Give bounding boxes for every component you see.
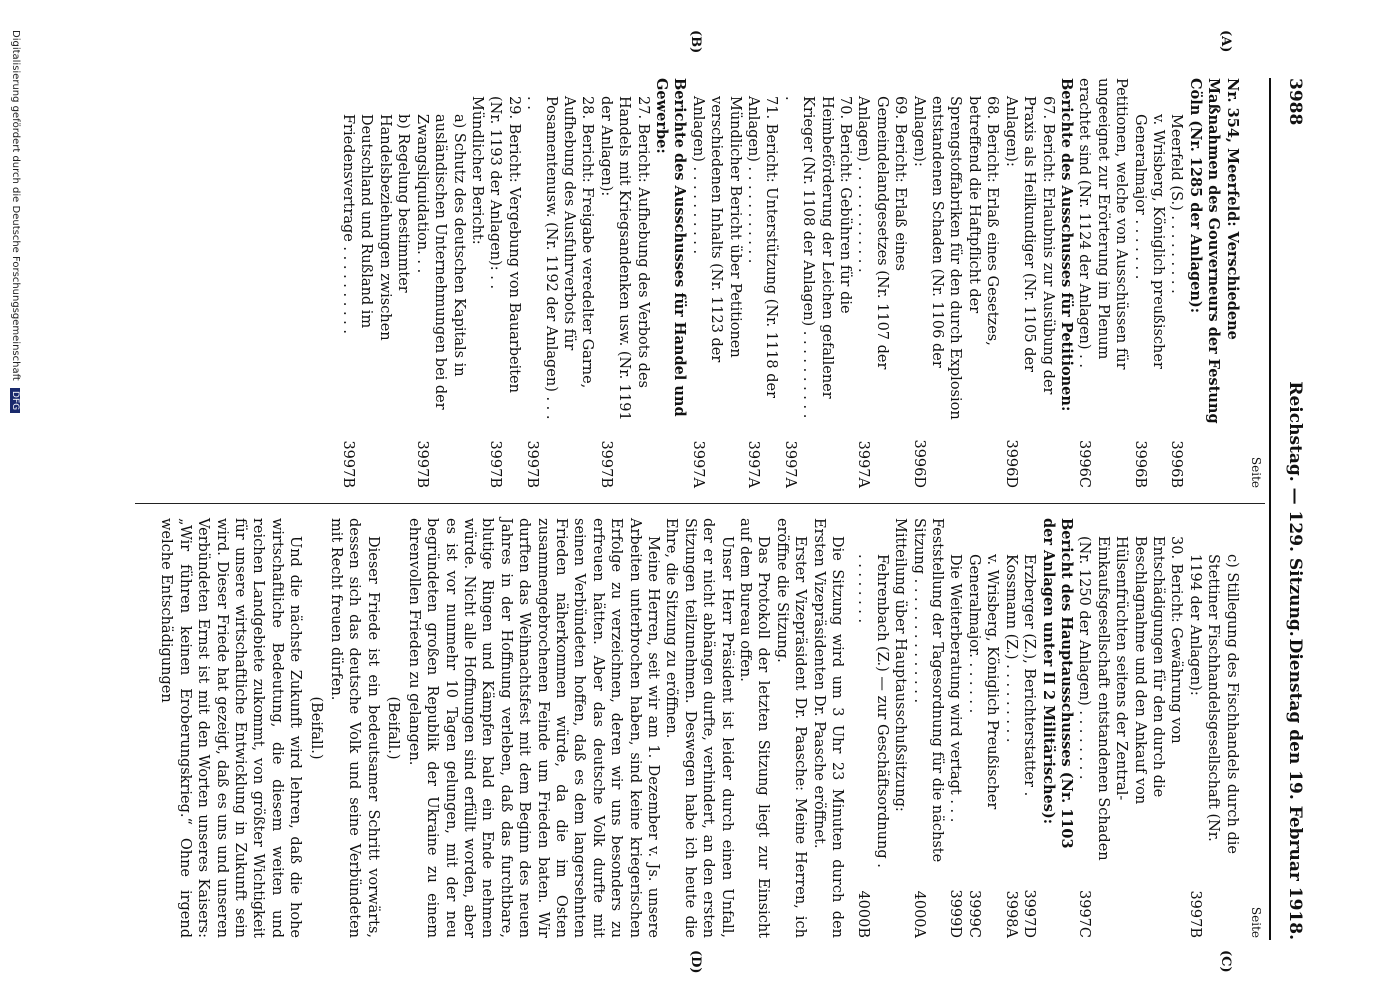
toc-right-column — [157, 518, 1265, 938]
toc-entry-page-ref: 3997B — [597, 440, 614, 488]
toc-entry — [339, 78, 413, 488]
toc-entry — [688, 78, 743, 488]
toc-entry-page-ref: 3996C — [1076, 440, 1093, 488]
toc-entry-text: Mündlicher Bericht: — [468, 96, 485, 245]
toc-entry-page-ref: 3997A — [855, 440, 872, 488]
toc-entry-page-ref: 3997A — [781, 440, 798, 488]
toc-entry-page-ref: 3997C — [1076, 890, 1093, 938]
toc-entry — [652, 78, 689, 488]
toc-entry — [1185, 78, 1240, 488]
toc-entry-text: Berichte des Ausschusses für Petitionen: — [1057, 78, 1075, 412]
toc-entry — [854, 518, 891, 938]
speech-paragraph-after-2: Und die nächste Zukunft wird lehren, daß die hohe wirtschaftliche Bedeutung, die diesem weiten und reichen Landgebiete zukommt, von größter Wichtigkeit für unsere wirtschaftliche Entwicklung in Zukunft sein wird. Dieser Friede hat gezeigt, daß es uns und unseren Verbündeten Ernst ist mit den Worten unseres Kaisers: „Wir führen keinen Eroberungskrieg.“ Ohne irgend welche Entschädigungen — [158, 518, 304, 938]
toc-entry-page-ref: 3997B — [1186, 890, 1203, 938]
toc-entry-page-ref: 4000A — [910, 890, 927, 938]
toc-entry — [1185, 518, 1240, 938]
speech-paragraph: Meine Herren, seit wir am 1. Dezember v. Js. unsere Arbeiten unterbrochen haben, sind keine kriegerischen Erfolge zu verzeichnen, deren wir uns besonders zu erfreuen hätten. Aber das deutsche Volk durfte mit seinen Verbündeten hoffen, daß es dem langersehnten Frieden näherkommen würde, da die im Osten zusammengebrochenen Feinde um Frieden baten. Wir durften das Weihnachtsfest mit dem Beginn des neuen Jahres in der Hoffnung verleben, daß das furchtbare, blutige Ringen und Kämpfen bald ein Ende nehmen würde. Nicht alle Hoffnungen sind erfüllt worden, aber es ist vor nunmehr 10 Tagen gelungen, mit der neu begründeten großen Republik der Ukraine zu einem ehrenvollen Frieden zu gelangen. — [405, 518, 661, 938]
margin-mark-c: (C) — [1218, 950, 1233, 973]
toc-entry-page-ref: 3997A — [689, 440, 706, 488]
toc-entry — [1020, 518, 1038, 938]
toc-entry-text: 67. Bericht: Erlaubnis zur Ausübung der Praxis als Heilkundiger (Nr. 1105 der Anlagen): — [1002, 96, 1056, 395]
toc-entry-text: 29. Bericht: Vergebung von Bauarbeiten (Nr. 1193 der Anlagen): . . — [487, 96, 522, 393]
toc-entry — [965, 518, 1002, 938]
toc-entry — [1167, 78, 1185, 488]
toc-entry-page-ref: 3997B — [524, 440, 541, 488]
footer-credit — [10, 30, 21, 413]
toc-entry-page-ref: 3996B — [1168, 440, 1185, 488]
toc-entry-text: Die Weiterberatung wird vertagt . . . — [947, 554, 964, 823]
header-rule — [1269, 78, 1271, 940]
toc-entry-text: Petitionen, welche von Ausschüssen für ungeeignet zur Erörterung im Plenum erachtet sind (Nr. 1124 der Anlagen) . . — [1076, 78, 1130, 370]
toc-entry — [1075, 518, 1185, 938]
toc-entry-page-ref: 3997B — [487, 440, 504, 488]
toc-entry — [891, 518, 909, 938]
speech-paragraph: Das Protokoll der letzten Sitzung liegt zur Einsicht auf dem Bureau offen. — [737, 518, 772, 938]
toc-entry — [486, 78, 523, 488]
toc-entry — [909, 78, 1001, 488]
toc-entry-page-ref: 3998A — [1002, 890, 1019, 938]
toc-entry — [1001, 78, 1056, 488]
page-header — [1271, 78, 1305, 940]
toc-entry — [1038, 518, 1075, 938]
toc-entry-text: 70. Bericht: Gebühren für die Heimbeförderung der Leichen gefallener Krieger (Nr. 1108 der Anlagen) . . . . . . . . . . . — [781, 96, 854, 419]
toc-entry-page-ref: 4000B — [855, 890, 872, 938]
toc-entry-text: 71. Bericht: Unterstützung (Nr. 1118 der Anlagen) . . . . . . . . . . . — [745, 96, 780, 399]
toc-entry-text: 68. Bericht: Erlaß eines Gesetzes, betreffend die Haftpflicht der Sprengstoffabriken für den durch Explosion entstandenen Schaden (Nr. 1106 der Anlagen): — [910, 96, 1001, 420]
margin-mark-b: (B) — [688, 30, 703, 54]
toc-entry-page-ref: 3996D — [910, 439, 927, 488]
toc-entry-page-ref: 3997A — [745, 440, 762, 488]
toc-entry-page-ref: 3996B — [1131, 440, 1148, 488]
toc-entry-text: 30. Bericht: Gewährung von Entschädigungen für den durch die Beschlagnahme und den Ankauf von Hülsenfrüchten seitens der Zentral-Einkaufsgesellschaft entstandenen Schaden (Nr. 1250 der Anlagen) . . . . . . . . — [1076, 536, 1185, 861]
toc-entry-text: Fehrenbach (Z.) — zur Geschäftsordnung . . . . . . . . . — [855, 554, 890, 868]
speech-paragraph-after-1: Dieser Friede ist ein bedeutsamer Schritt vorwärts, dessen sich das deutsche Volk und seine Verbündeten mit Recht freuen dürfen. — [328, 518, 381, 938]
margin-mark-a: (A) — [1218, 30, 1233, 53]
toc-entry-text: Bericht des Hauptausschusses (Nr. 1103 der Anlagen unter II 2 Militärisches): — [1039, 518, 1075, 849]
toc-entry — [744, 78, 781, 488]
toc-entry-text: a) Schutz des deutschen Kapitals in ausländischen Unternehmungen bei der Zwangsliquidation. . . — [413, 114, 467, 410]
toc-entry-text: Mündlicher Bericht über Petitionen verschiedenen Inhalts (Nr. 1123 der Anlagen) . . . . . . . . . . — [689, 96, 743, 363]
margin-mark-d: (D) — [688, 950, 703, 974]
toc-entry — [909, 518, 946, 938]
toc-entry-page-ref: 3999D — [947, 889, 964, 938]
seite-label: Seite — [1249, 906, 1263, 938]
toc-left-column — [339, 78, 1265, 488]
toc-entry — [468, 78, 486, 488]
toc-entry-text: v. Wrisberg, Königlich preußischer Generalmajor . . . . . . . — [1131, 114, 1166, 369]
page-number: 3988 — [1285, 78, 1305, 126]
toc-entry — [412, 78, 467, 488]
toc-entry — [1130, 78, 1167, 488]
session-opening: Die Sitzung wird um 3 Uhr 23 Minuten durch den Ersten Vizepräsidenten Dr. Paasche eröffnet. — [810, 518, 846, 938]
toc-right-entries — [854, 518, 1241, 938]
toc-entry-text: c) Stillegung des Fischhandels durch die Stettiner Fischhandelsgesellschaft (Nr. 1194 der Anlagen): — [1186, 554, 1240, 854]
speech-paragraphs — [404, 518, 809, 938]
seite-label: Seite — [1249, 456, 1263, 488]
applause-2: (Beifall.) — [307, 696, 324, 760]
toc-entry-page-ref: 3999C — [965, 890, 982, 938]
toc-entry — [1057, 78, 1075, 488]
page-title: Reichstag. — 129. Sitzung. — [1285, 381, 1305, 637]
session-date: Dienstag den 19. Februar 1918. — [1285, 638, 1305, 940]
toc-entry-page-ref: 3997B — [413, 440, 430, 488]
toc-entry-text: v. Wrisberg, Königlich Preußischer Generalmajor. . . . . . . — [965, 554, 1001, 810]
toc-entry-text: Nr. 354, Meerfeld: Verschiedene Maßnahmen des Gouverneurs der Festung Cöln (Nr. 1285 der Anlagen): — [1186, 78, 1241, 424]
toc-entry-text: Mitteilung über Hauptausschußsitzung: — [892, 518, 909, 812]
toc-entry-page-ref: 3997D — [1021, 889, 1038, 938]
footer-text: Digitalisierung gefördert durch die Deutsche Forschungsgemeinschaft — [10, 30, 21, 381]
toc-entry-text: 69. Bericht: Erlaß eines Gemeindelandgesetzes (Nr. 1107 der Anlagen) . . . . . . . . . . . . — [855, 96, 909, 370]
toc-entry-page-ref: 3997B — [340, 440, 357, 488]
speech-paragraph: Unser Herr Präsident ist leider durch einen Unfall, der er nicht abhängen durfte, verhindert, an den ersten Sitzungen teilzunehmen. Deswegen habe ich heute die Ehre, die Sitzung zu eröffnen. — [663, 518, 735, 938]
toc-entry-text: 27. Bericht: Aufhebung des Verbots des Handels mit Kriegsandenken usw. (Nr. 1191 der Anlagen): — [597, 96, 651, 421]
toc-entry — [854, 78, 909, 488]
toc-entry-text: Kossmann (Z.) . . . . . . . . . — [1002, 554, 1019, 743]
toc-entry-text: 28. Bericht: Freigabe veredelter Garne, Aufhebung des Ausfuhrverbots für Posamentenusw. (Nr. 1192 der Anlagen) . . . . . — [524, 96, 596, 420]
applause-1: (Beifall.) — [385, 696, 402, 760]
speech-paragraph: Erster Vizepräsident Dr. Paasche: Meine Herren, ich eröffne die Sitzung. — [773, 518, 809, 938]
toc-entry-text: Erzberger (Z.), Berichterstatter . — [1021, 554, 1038, 797]
dfg-logo: DFG — [10, 388, 20, 413]
toc-entry-text: Feststellung der Tagesordnung für die nächste Sitzung . . . . . . . . . . . . . . — [910, 518, 946, 863]
toc-entry-text: Berichte des Ausschusses für Handel und Gewerbe: — [653, 78, 689, 417]
toc-entry — [1001, 518, 1019, 938]
toc-entry-page-ref: 3996D — [1002, 439, 1019, 488]
toc-entry-text: b) Regelung bestimmter Handelsbeziehungen zwischen Deutschland und Rußland im Friedensvertrage . . . . . . . . . . — [340, 114, 412, 341]
toc-entry-text: Meerfeld (S.) . . . . . . . . . — [1168, 114, 1185, 294]
toc-entry — [780, 78, 854, 488]
toc-entry — [596, 78, 651, 488]
column-divider — [135, 503, 1265, 504]
toc-entry — [523, 78, 597, 488]
toc-entry — [946, 518, 964, 938]
toc-entry — [1075, 78, 1130, 488]
